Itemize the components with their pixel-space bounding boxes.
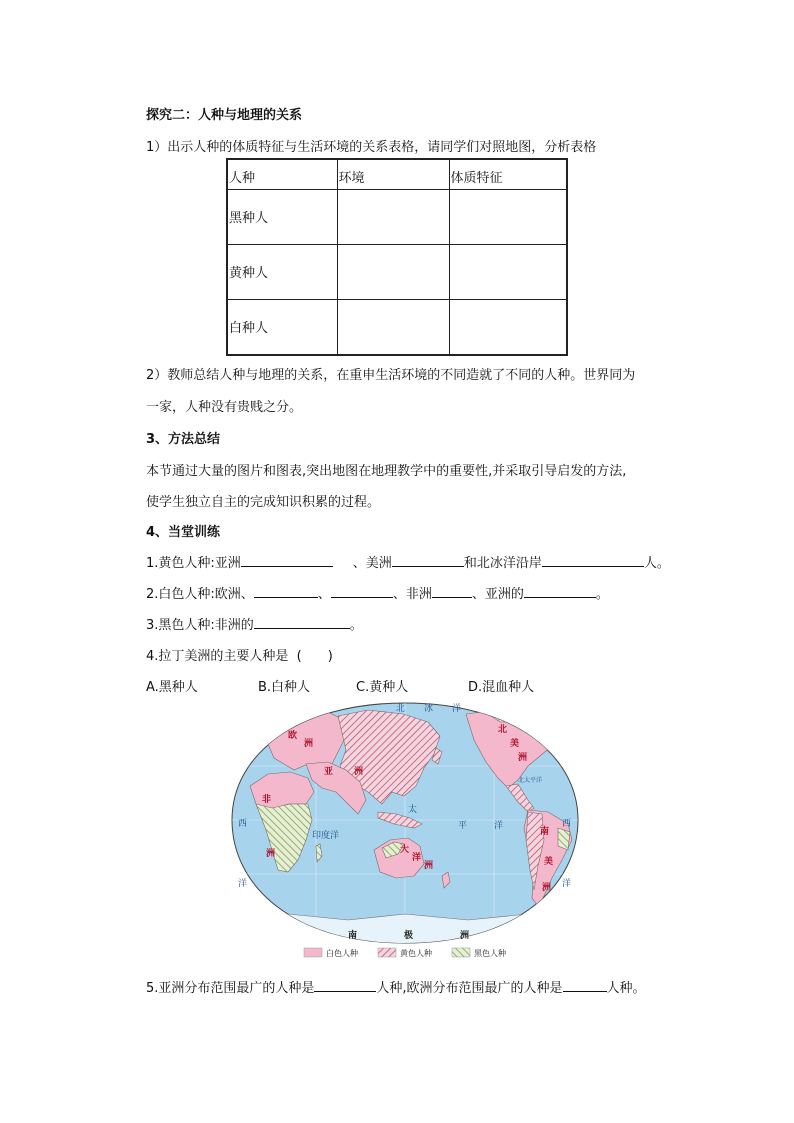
table-header: 人种: [227, 159, 337, 189]
section2-step2-line1: 2）教师总结人种与地理的关系，在重申生活环境的不同造就了不同的人种。世界同为: [146, 368, 636, 383]
q1-text-d: 人。: [643, 556, 670, 571]
atlantic-left-label-2: 洋: [238, 879, 248, 889]
oceania-label-2: 洋: [412, 853, 422, 863]
table-header-row: [227, 159, 567, 189]
section4-heading: 4、当堂训练: [146, 525, 221, 540]
asia-label-2: 洲: [354, 767, 364, 777]
q5-blank-2[interactable]: [563, 979, 607, 992]
table-cell-traits[interactable]: [449, 299, 567, 355]
atlantic-right-label-2: 洋: [562, 879, 572, 889]
q3-blank-1[interactable]: [254, 616, 350, 629]
south-america-label-2: 美: [544, 857, 554, 867]
q4-option-b[interactable]: B.白种人: [258, 680, 311, 695]
arctic-label-2: 冰: [424, 704, 434, 714]
legend-swatch-yellow: [378, 948, 396, 957]
atlantic-right-label-1: 西: [562, 819, 572, 829]
legend-swatch-black: [452, 948, 470, 957]
q5-text-a: 5.亚洲分布范围最广的人种是: [146, 981, 315, 996]
north-pacific-label: 北太平洋: [518, 777, 543, 784]
q5-blank-1[interactable]: [314, 979, 376, 992]
arctic-label-1: 北: [396, 704, 406, 714]
asia-label-1: 亚: [324, 767, 334, 777]
table-header: 环境: [337, 159, 449, 189]
q2-blank-2[interactable]: [331, 585, 393, 598]
race-table: [226, 158, 568, 356]
south-america-label-3: 洲: [542, 883, 552, 893]
q2-blank-3[interactable]: [432, 585, 472, 598]
legend-label-yellow: 黄色人种: [400, 949, 432, 958]
table-cell-traits[interactable]: [449, 244, 567, 299]
map-legend: [304, 948, 506, 958]
table-cell-env[interactable]: [337, 189, 449, 244]
north-america-label-1: 北: [498, 725, 508, 735]
q2-text-c: 、非洲: [392, 587, 432, 602]
arctic-label-3: 洋: [452, 704, 462, 714]
q1-blank-1[interactable]: [241, 554, 333, 567]
table-cell-env[interactable]: [337, 299, 449, 355]
section2-step2-line2: 一家，人种没有贵贱之分。: [146, 400, 303, 415]
q4-stem: 4.拉丁美洲的主要人种是: [146, 649, 289, 664]
antarctica-label-2: 极: [404, 931, 414, 941]
north-america-label-3: 洲: [518, 753, 528, 763]
legend-label-white: 白色人种: [326, 949, 358, 958]
q5-text-b: 人种,欧洲分布范围最广的人种是: [376, 981, 563, 996]
antarctica-label-1: 南: [348, 931, 358, 941]
table-cell-env[interactable]: [337, 244, 449, 299]
question-4: [146, 645, 333, 664]
world-race-map: [228, 700, 582, 962]
section2-heading: 探究二：人种与地理的关系: [146, 108, 303, 123]
north-america-label-2: 美: [510, 739, 520, 749]
table-cell-race: 黄种人: [227, 244, 337, 299]
table-cell-traits[interactable]: [449, 189, 567, 244]
table-cell-race: 白种人: [227, 299, 337, 355]
south-america-label-1: 南: [540, 827, 550, 837]
table-row: [227, 189, 567, 244]
pacific-label-1: 太: [408, 805, 418, 815]
q3-text-a: 3.黑色人种:非洲的: [146, 618, 254, 633]
greenland-region: [540, 704, 560, 724]
africa-label-1: 非: [262, 795, 272, 805]
legend-label-black: 黑色人种: [474, 949, 506, 958]
brazil-black-region: [558, 828, 570, 850]
legend-swatch-white: [304, 948, 322, 957]
section3-line1: 本节通过大量的图片和图表,突出地图在地理教学中的重要性,并采取引导启发的方法,: [146, 464, 627, 479]
q3-text-b: 。: [349, 618, 363, 633]
table-row: [227, 299, 567, 355]
table-header: 体质特征: [449, 159, 567, 189]
question-2: [146, 583, 609, 602]
section2-step1: 1）出示人种的体质特征与生活环境的关系表格，请同学们对照地图，分析表格: [146, 140, 597, 155]
q1-blank-2[interactable]: [392, 554, 464, 567]
pacific-label-3: 洋: [494, 821, 504, 831]
europe-label-1: 欧: [288, 731, 298, 741]
q1-blank-3[interactable]: [542, 554, 644, 567]
table-cell-race: 黑种人: [227, 189, 337, 244]
q1-text-b: 、美洲: [352, 556, 392, 571]
q1-text-a: 1.黄色人种:亚洲: [146, 556, 241, 571]
q2-text-b: 、: [317, 587, 331, 602]
q4-option-c[interactable]: C.黄种人: [356, 680, 409, 695]
antarctica-label-3: 洲: [460, 931, 470, 941]
africa-label-2: 洲: [266, 849, 276, 859]
q5-text-c: 人种。: [606, 981, 646, 996]
oceania-label-3: 洲: [424, 861, 434, 871]
pacific-label-2: 平: [458, 821, 468, 831]
table-row: [227, 244, 567, 299]
q4-answer-paren[interactable]: ( ): [296, 649, 333, 664]
q4-option-d[interactable]: D.混血种人: [468, 680, 535, 695]
q2-blank-4[interactable]: [524, 585, 596, 598]
q4-option-a[interactable]: A.黑种人: [146, 680, 198, 695]
oceania-label-1: 大: [400, 845, 410, 855]
q2-text-e: 。: [595, 587, 609, 602]
indian-ocean-label: 印度洋: [312, 831, 340, 841]
europe-label-2: 洲: [304, 739, 314, 749]
section3-line2: 使学生独立自主的完成知识积累的过程。: [146, 495, 381, 510]
q2-text-a: 2.白色人种:欧洲、: [146, 587, 254, 602]
question-5: [146, 977, 646, 996]
q1-text-c: 和北冰洋沿岸: [463, 556, 542, 571]
question-3: [146, 614, 363, 633]
arctic-america-region: [488, 706, 544, 722]
q2-text-d: 、亚洲的: [471, 587, 524, 602]
section3-heading: 3、方法总结: [146, 432, 221, 447]
question-1: [146, 552, 670, 571]
q2-blank-1[interactable]: [254, 585, 318, 598]
atlantic-left-label-1: 西: [238, 819, 248, 829]
